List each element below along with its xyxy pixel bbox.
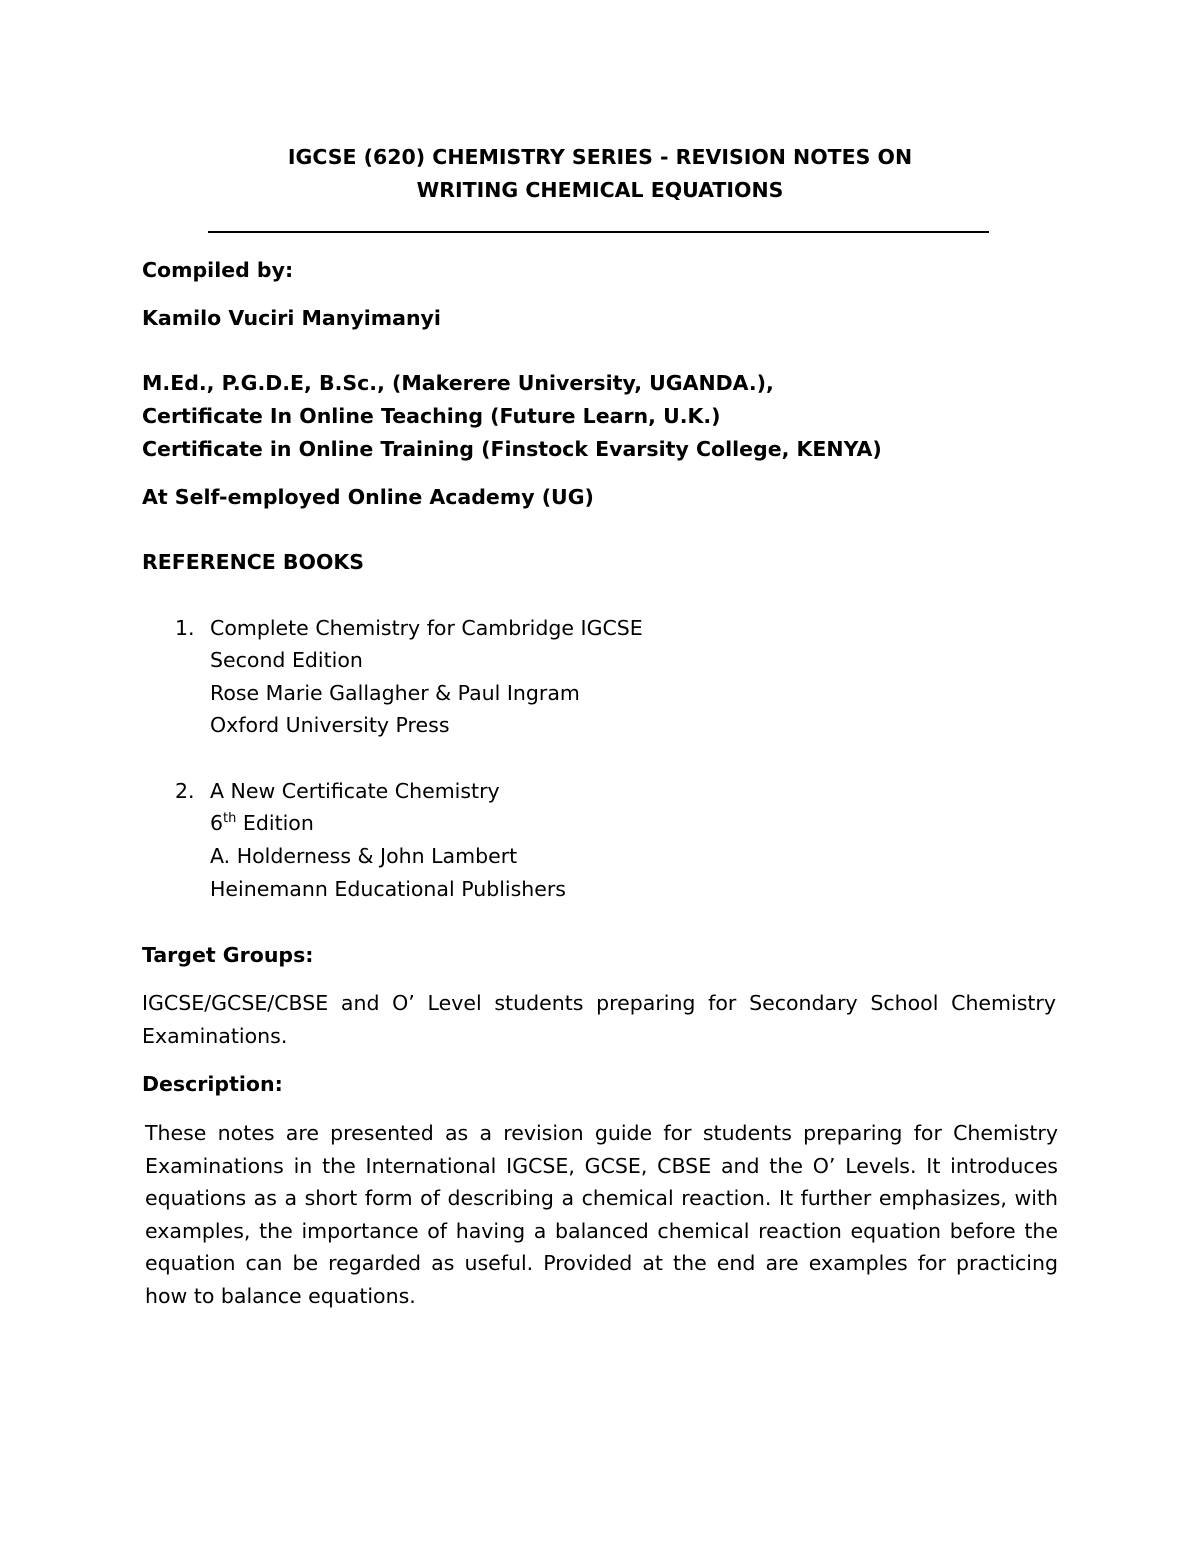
compiled-by-label: Compiled by:: [142, 258, 294, 282]
description-paragraph: These notes are presented as a revision guide for students preparing for Chemistry Examinations in the International IGCSE, GCSE, CBSE and the O’ Levels. It introduces equations as a short form of describing a chemical reaction. It further emphasizes, with examples, the importance of having a balanced chemical reaction equation before the equation can be regarded as useful. Provided at the end are examples for practicing how to balance equations.: [145, 1121, 1058, 1308]
edition-ordinal-suffix: th: [223, 811, 237, 827]
reference-title: Complete Chemistry for Cambridge IGCSE: [210, 616, 643, 640]
description-heading: Description:: [142, 1072, 283, 1096]
document-title-line-2: WRITING CHEMICAL EQUATIONS: [416, 178, 784, 202]
credential-line-3: Certificate in Online Training (Finstock Evarsity College, KENYA): [142, 437, 882, 461]
reference-books-heading: REFERENCE BOOKS: [142, 550, 365, 574]
reference-publisher: Oxford University Press: [210, 713, 450, 737]
document-title-line-1: IGCSE (620) CHEMISTRY SERIES - REVISION NOTES ON: [287, 145, 913, 169]
target-groups-heading: Target Groups:: [142, 943, 314, 967]
author-name: Kamilo Vuciri Manyimanyi: [142, 306, 441, 330]
edition-word: Edition: [236, 811, 314, 835]
edition-number: 6: [210, 811, 224, 835]
reference-edition: [210, 807, 314, 839]
reference-number: 2.: [175, 779, 195, 803]
reference-publisher: Heinemann Educational Publishers: [210, 877, 566, 901]
reference-authors: A. Holderness & John Lambert: [210, 844, 518, 868]
author-affiliation: At Self-employed Online Academy (UG): [142, 485, 594, 509]
reference-title: A New Certificate Chemistry: [210, 779, 500, 803]
reference-number: 1.: [175, 616, 195, 640]
credential-line-2: Certificate In Online Teaching (Future Learn, U.K.): [142, 404, 721, 428]
title-underline-divider: [208, 231, 989, 233]
credential-line-1: M.Ed., P.G.D.E, B.Sc., (Makerere University, UGANDA.),: [142, 371, 774, 395]
target-groups-paragraph: IGCSE/GCSE/CBSE and O’ Level students preparing for Secondary School Chemistry Examinations.: [142, 991, 1056, 1048]
reference-edition: Second Edition: [210, 648, 363, 672]
reference-authors: Rose Marie Gallagher & Paul Ingram: [210, 681, 580, 705]
